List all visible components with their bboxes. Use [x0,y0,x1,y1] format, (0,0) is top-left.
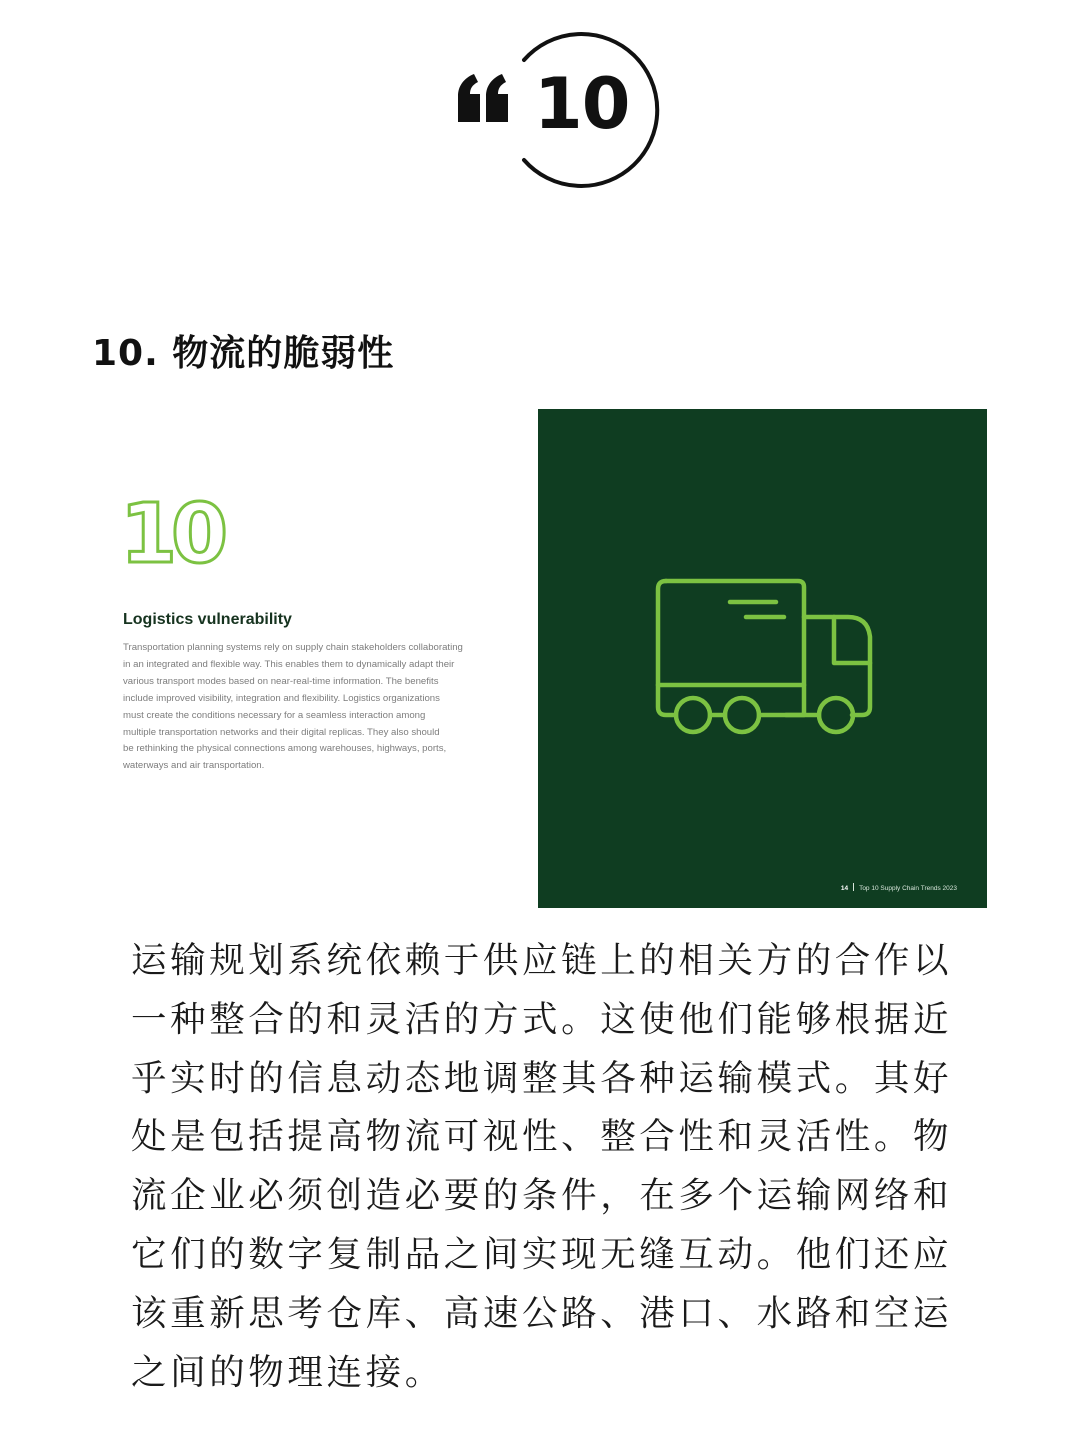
report-text-column [112,487,512,790]
translation-paragraph [131,932,951,1402]
report-body-line: waterways and air transportation. [123,760,265,772]
paragraph-line: 运输规划系统依赖于供应链上的相关方的合作以 [131,940,953,981]
report-body-line: include improved visibility, integration and flexibility. Logistics organizations [123,692,440,704]
paragraph-line: 它们的数字复制品之间实现无缝互动。他们还应 [131,1233,953,1275]
report-title: Logistics vulnerability [123,611,292,628]
report-body-line: must create the conditions necessary for a seamless interaction among [123,709,426,721]
report-body-line: be rethinking the physical connections among warehouses, highways, ports, [123,743,447,755]
paragraph-line: 一种整合的和灵活的方式。这使他们能够根据近 [131,998,953,1040]
footer-divider [853,883,854,891]
section-heading: 10. 物流的脆弱性 [92,333,395,374]
paragraph-line: 流企业必须创造必要的条件，在多个运输网络和 [131,1175,953,1217]
report-body [123,640,495,775]
report-footer-text: Top 10 Supply Chain Trends 2023 [859,885,957,892]
truck-icon [654,577,878,743]
report-body-line: various transport modes based on near-real-time information. The benefits [123,675,439,687]
paragraph-line: 该重新思考仓库、高速公路、港口、水路和空运 [131,1292,953,1334]
report-green-panel [538,409,987,908]
report-body-line: multiple transportation networks and their digital replicas. They also should [123,726,440,738]
badge-number: 10 [534,63,630,145]
paragraph-line: 处是包括提高物流可视性、整合性和灵活性。物 [131,1116,953,1158]
paragraph-line: 之间的物理连接。 [131,1351,444,1393]
paragraph-line: 乎实时的信息动态地调整其各种运输模式。其好 [131,1057,953,1099]
report-outlined-number: 10 [120,487,223,582]
report-body-line: in an integrated and flexible way. This enables them to dynamically adapt their [123,658,455,670]
quote-number-badge [452,30,672,198]
report-body-line: Transportation planning systems rely on supply chain stakeholders collaborating [123,642,463,653]
report-footer [841,883,957,894]
left-double-quote-icon [458,74,508,122]
report-page-number: 14 [840,885,849,892]
